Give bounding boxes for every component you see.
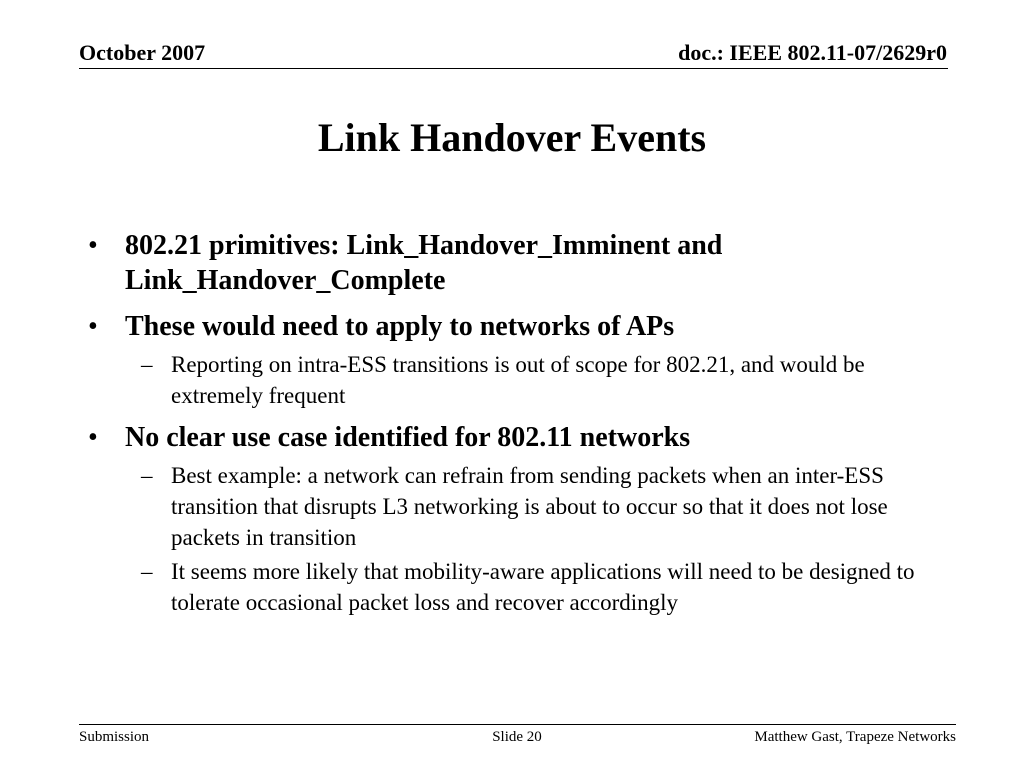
footer-divider [79, 724, 956, 725]
sub-bullet-glyph: – [141, 463, 153, 488]
bullet-glyph: • [88, 311, 98, 342]
sub-bullet-best-example [88, 460, 948, 553]
bullet-glyph: • [88, 230, 98, 261]
sub-bullet-mobility-aware [88, 556, 948, 618]
sub-bullet-text: Best example: a network can refrain from sending packets when an inter-ESS transition that disrupts L3 networking is about to occur so that it does not lose packets in transition [171, 463, 888, 550]
bullet-text: No clear use case identified for 802.11 networks [125, 422, 691, 453]
header-date: October 2007 [79, 40, 206, 65]
sub-bullet-text: Reporting on intra-ESS transitions is out of scope for 802.21, and would be extremely frequent [171, 352, 865, 408]
sub-bullet-intra-ess [88, 349, 948, 411]
bullet-text: 802.21 primitives: Link_Handover_Imminent and Link_Handover_Complete [125, 230, 723, 296]
slide-title: Link Handover Events [317, 115, 707, 160]
bullet-text: These would need to apply to networks of APs [125, 311, 675, 342]
bullet-no-use-case [88, 420, 948, 455]
header-doc-id: doc.: IEEE 802.11-07/2629r0 [678, 40, 947, 65]
footer-author: Matthew Gast, Trapeze Networks [754, 729, 956, 745]
sub-bullet-glyph: – [141, 559, 153, 584]
footer-submission: Submission [79, 729, 150, 745]
bullet-primitives [88, 228, 948, 298]
slide-body [88, 228, 948, 627]
sub-bullet-text: It seems more likely that mobility-aware applications will need to be designed to tolerate occasional packet loss and recover accordingly [171, 559, 915, 615]
bullet-networks-of-aps [88, 309, 948, 344]
footer-slide-number: Slide 20 [492, 729, 542, 745]
header-divider [79, 68, 948, 69]
sub-bullet-glyph: – [141, 352, 153, 377]
bullet-glyph: • [88, 422, 98, 453]
